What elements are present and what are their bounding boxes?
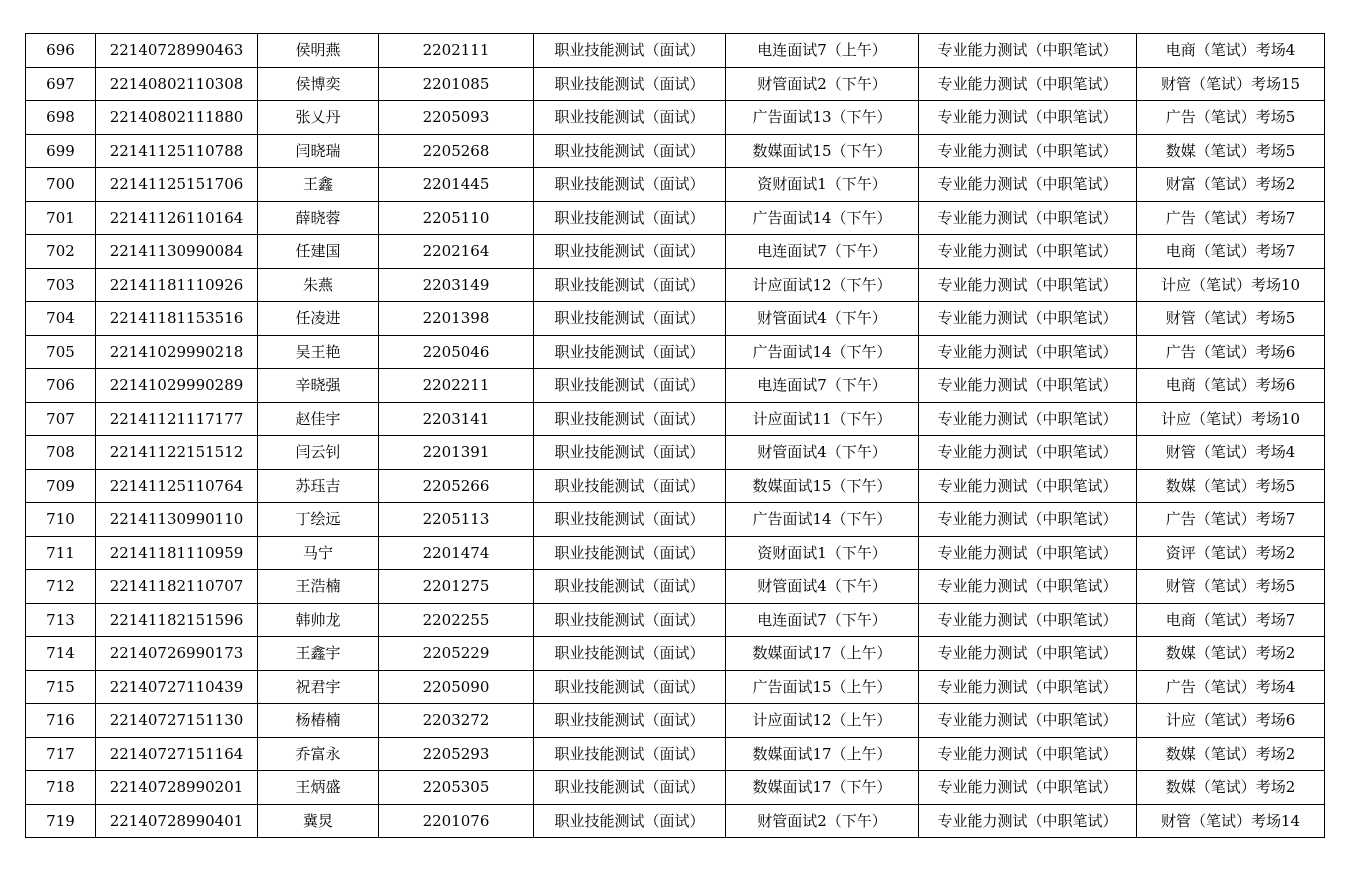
- table-row: [26, 503, 1325, 537]
- interview-room-cell: 财管面试4（下午）: [726, 570, 919, 604]
- candidate-name-cell: 王鑫: [258, 168, 379, 202]
- seat-number-cell: 2205093: [379, 101, 534, 135]
- written-subject-cell: 专业能力测试（中职笔试）: [919, 436, 1137, 470]
- candidate-id-cell: 22140802110308: [96, 67, 258, 101]
- candidate-id-cell: 22141181153516: [96, 302, 258, 336]
- interview-room-cell: 数媒面试17（上午）: [726, 637, 919, 671]
- written-subject-cell: 专业能力测试（中职笔试）: [919, 637, 1137, 671]
- interview-subject-cell: 职业技能测试（面试）: [534, 201, 726, 235]
- written-room-cell: 计应（笔试）考场6: [1137, 704, 1325, 738]
- interview-subject-cell: 职业技能测试（面试）: [534, 67, 726, 101]
- written-room-cell: 广告（笔试）考场4: [1137, 670, 1325, 704]
- seat-number-cell: 2202164: [379, 235, 534, 269]
- table-row: [26, 302, 1325, 336]
- seat-number-cell: 2205266: [379, 469, 534, 503]
- written-subject-cell: 专业能力测试（中职笔试）: [919, 268, 1137, 302]
- row-number-cell: 702: [26, 235, 96, 269]
- interview-subject-cell: 职业技能测试（面试）: [534, 369, 726, 403]
- written-room-cell: 电商（笔试）考场7: [1137, 235, 1325, 269]
- written-subject-cell: 专业能力测试（中职笔试）: [919, 737, 1137, 771]
- interview-room-cell: 计应面试12（下午）: [726, 268, 919, 302]
- candidate-name-cell: 赵佳宇: [258, 402, 379, 436]
- seat-number-cell: 2201076: [379, 804, 534, 838]
- table-row: [26, 570, 1325, 604]
- seat-number-cell: 2203141: [379, 402, 534, 436]
- written-room-cell: 电商（笔试）考场6: [1137, 369, 1325, 403]
- written-room-cell: 财管（笔试）考场15: [1137, 67, 1325, 101]
- interview-room-cell: 电连面试7（下午）: [726, 235, 919, 269]
- row-number-cell: 711: [26, 536, 96, 570]
- written-room-cell: 电商（笔试）考场7: [1137, 603, 1325, 637]
- interview-room-cell: 广告面试14（下午）: [726, 503, 919, 537]
- table-row: [26, 369, 1325, 403]
- exam-roster-table: [25, 33, 1325, 838]
- candidate-name-cell: 苏珏吉: [258, 469, 379, 503]
- written-subject-cell: 专业能力测试（中职笔试）: [919, 134, 1137, 168]
- candidate-name-cell: 冀炅: [258, 804, 379, 838]
- candidate-id-cell: 22140728990201: [96, 771, 258, 805]
- seat-number-cell: 2201391: [379, 436, 534, 470]
- candidate-name-cell: 王鑫宇: [258, 637, 379, 671]
- candidate-name-cell: 闫云钊: [258, 436, 379, 470]
- written-room-cell: 数媒（笔试）考场2: [1137, 637, 1325, 671]
- seat-number-cell: 2205110: [379, 201, 534, 235]
- candidate-name-cell: 祝君宇: [258, 670, 379, 704]
- table-row: [26, 670, 1325, 704]
- written-room-cell: 广告（笔试）考场5: [1137, 101, 1325, 135]
- written-subject-cell: 专业能力测试（中职笔试）: [919, 402, 1137, 436]
- interview-room-cell: 计应面试12（上午）: [726, 704, 919, 738]
- interview-room-cell: 电连面试7（下午）: [726, 603, 919, 637]
- interview-subject-cell: 职业技能测试（面试）: [534, 603, 726, 637]
- candidate-name-cell: 张乂丹: [258, 101, 379, 135]
- seat-number-cell: 2205229: [379, 637, 534, 671]
- interview-room-cell: 财管面试4（下午）: [726, 436, 919, 470]
- seat-number-cell: 2205268: [379, 134, 534, 168]
- interview-subject-cell: 职业技能测试（面试）: [534, 503, 726, 537]
- row-number-cell: 696: [26, 34, 96, 68]
- interview-room-cell: 财管面试2（下午）: [726, 804, 919, 838]
- interview-room-cell: 数媒面试17（下午）: [726, 771, 919, 805]
- candidate-id-cell: 22140727151164: [96, 737, 258, 771]
- seat-number-cell: 2203149: [379, 268, 534, 302]
- candidate-id-cell: 22140728990463: [96, 34, 258, 68]
- seat-number-cell: 2205113: [379, 503, 534, 537]
- written-room-cell: 数媒（笔试）考场5: [1137, 134, 1325, 168]
- interview-room-cell: 广告面试14（下午）: [726, 201, 919, 235]
- candidate-id-cell: 22141029990289: [96, 369, 258, 403]
- interview-room-cell: 数媒面试15（下午）: [726, 134, 919, 168]
- table-row: [26, 134, 1325, 168]
- written-room-cell: 电商（笔试）考场4: [1137, 34, 1325, 68]
- seat-number-cell: 2203272: [379, 704, 534, 738]
- written-room-cell: 广告（笔试）考场7: [1137, 201, 1325, 235]
- candidate-name-cell: 杨椿楠: [258, 704, 379, 738]
- interview-subject-cell: 职业技能测试（面试）: [534, 168, 726, 202]
- written-subject-cell: 专业能力测试（中职笔试）: [919, 704, 1137, 738]
- written-room-cell: 财管（笔试）考场14: [1137, 804, 1325, 838]
- row-number-cell: 712: [26, 570, 96, 604]
- table-row: [26, 268, 1325, 302]
- written-subject-cell: 专业能力测试（中职笔试）: [919, 168, 1137, 202]
- candidate-id-cell: 22140802111880: [96, 101, 258, 135]
- row-number-cell: 715: [26, 670, 96, 704]
- seat-number-cell: 2205293: [379, 737, 534, 771]
- table-row: [26, 469, 1325, 503]
- written-room-cell: 资评（笔试）考场2: [1137, 536, 1325, 570]
- table-row: [26, 67, 1325, 101]
- written-room-cell: 数媒（笔试）考场2: [1137, 737, 1325, 771]
- interview-subject-cell: 职业技能测试（面试）: [534, 335, 726, 369]
- row-number-cell: 697: [26, 67, 96, 101]
- written-subject-cell: 专业能力测试（中职笔试）: [919, 67, 1137, 101]
- row-number-cell: 718: [26, 771, 96, 805]
- table-row: [26, 603, 1325, 637]
- written-subject-cell: 专业能力测试（中职笔试）: [919, 302, 1137, 336]
- written-subject-cell: 专业能力测试（中职笔试）: [919, 603, 1137, 637]
- row-number-cell: 713: [26, 603, 96, 637]
- candidate-id-cell: 22141125151706: [96, 168, 258, 202]
- interview-subject-cell: 职业技能测试（面试）: [534, 771, 726, 805]
- interview-room-cell: 财管面试4（下午）: [726, 302, 919, 336]
- seat-number-cell: 2202255: [379, 603, 534, 637]
- interview-room-cell: 电连面试7（下午）: [726, 369, 919, 403]
- interview-room-cell: 计应面试11（下午）: [726, 402, 919, 436]
- interview-subject-cell: 职业技能测试（面试）: [534, 804, 726, 838]
- candidate-name-cell: 侯明燕: [258, 34, 379, 68]
- interview-subject-cell: 职业技能测试（面试）: [534, 402, 726, 436]
- written-room-cell: 计应（笔试）考场10: [1137, 402, 1325, 436]
- interview-subject-cell: 职业技能测试（面试）: [534, 570, 726, 604]
- seat-number-cell: 2202111: [379, 34, 534, 68]
- interview-room-cell: 广告面试14（下午）: [726, 335, 919, 369]
- table-row: [26, 436, 1325, 470]
- row-number-cell: 703: [26, 268, 96, 302]
- candidate-id-cell: 22141121117177: [96, 402, 258, 436]
- candidate-id-cell: 22141126110164: [96, 201, 258, 235]
- candidate-id-cell: 22140727110439: [96, 670, 258, 704]
- row-number-cell: 701: [26, 201, 96, 235]
- row-number-cell: 714: [26, 637, 96, 671]
- seat-number-cell: 2202211: [379, 369, 534, 403]
- interview-subject-cell: 职业技能测试（面试）: [534, 436, 726, 470]
- interview-room-cell: 广告面试15（上午）: [726, 670, 919, 704]
- candidate-id-cell: 22141182110707: [96, 570, 258, 604]
- candidate-id-cell: 22141181110959: [96, 536, 258, 570]
- written-room-cell: 财管（笔试）考场5: [1137, 302, 1325, 336]
- candidate-name-cell: 王炳盛: [258, 771, 379, 805]
- candidate-name-cell: 吴王艳: [258, 335, 379, 369]
- interview-subject-cell: 职业技能测试（面试）: [534, 134, 726, 168]
- interview-room-cell: 资财面试1（下午）: [726, 168, 919, 202]
- written-subject-cell: 专业能力测试（中职笔试）: [919, 101, 1137, 135]
- candidate-name-cell: 马宁: [258, 536, 379, 570]
- interview-subject-cell: 职业技能测试（面试）: [534, 34, 726, 68]
- written-subject-cell: 专业能力测试（中职笔试）: [919, 804, 1137, 838]
- seat-number-cell: 2201445: [379, 168, 534, 202]
- seat-number-cell: 2205305: [379, 771, 534, 805]
- seat-number-cell: 2201398: [379, 302, 534, 336]
- written-subject-cell: 专业能力测试（中职笔试）: [919, 469, 1137, 503]
- candidate-id-cell: 22140726990173: [96, 637, 258, 671]
- table-row: [26, 737, 1325, 771]
- interview-subject-cell: 职业技能测试（面试）: [534, 670, 726, 704]
- seat-number-cell: 2201474: [379, 536, 534, 570]
- interview-subject-cell: 职业技能测试（面试）: [534, 302, 726, 336]
- candidate-id-cell: 22141125110788: [96, 134, 258, 168]
- roster-table-body: [26, 34, 1325, 838]
- table-row: [26, 771, 1325, 805]
- interview-room-cell: 广告面试13（下午）: [726, 101, 919, 135]
- candidate-id-cell: 22141125110764: [96, 469, 258, 503]
- row-number-cell: 705: [26, 335, 96, 369]
- interview-subject-cell: 职业技能测试（面试）: [534, 101, 726, 135]
- table-row: [26, 704, 1325, 738]
- row-number-cell: 699: [26, 134, 96, 168]
- seat-number-cell: 2205090: [379, 670, 534, 704]
- table-row: [26, 804, 1325, 838]
- exam-roster-sheet: [25, 33, 1325, 838]
- candidate-id-cell: 22141130990110: [96, 503, 258, 537]
- written-subject-cell: 专业能力测试（中职笔试）: [919, 235, 1137, 269]
- candidate-id-cell: 22141029990218: [96, 335, 258, 369]
- written-subject-cell: 专业能力测试（中职笔试）: [919, 201, 1137, 235]
- written-room-cell: 财管（笔试）考场5: [1137, 570, 1325, 604]
- row-number-cell: 698: [26, 101, 96, 135]
- written-subject-cell: 专业能力测试（中职笔试）: [919, 369, 1137, 403]
- interview-room-cell: 电连面试7（上午）: [726, 34, 919, 68]
- row-number-cell: 706: [26, 369, 96, 403]
- row-number-cell: 704: [26, 302, 96, 336]
- candidate-id-cell: 22141130990084: [96, 235, 258, 269]
- written-room-cell: 计应（笔试）考场10: [1137, 268, 1325, 302]
- candidate-id-cell: 22141181110926: [96, 268, 258, 302]
- row-number-cell: 708: [26, 436, 96, 470]
- candidate-id-cell: 22141182151596: [96, 603, 258, 637]
- candidate-id-cell: 22141122151512: [96, 436, 258, 470]
- seat-number-cell: 2201275: [379, 570, 534, 604]
- interview-subject-cell: 职业技能测试（面试）: [534, 637, 726, 671]
- candidate-id-cell: 22140727151130: [96, 704, 258, 738]
- interview-subject-cell: 职业技能测试（面试）: [534, 235, 726, 269]
- written-subject-cell: 专业能力测试（中职笔试）: [919, 570, 1137, 604]
- candidate-name-cell: 辛晓强: [258, 369, 379, 403]
- interview-subject-cell: 职业技能测试（面试）: [534, 737, 726, 771]
- written-room-cell: 数媒（笔试）考场2: [1137, 771, 1325, 805]
- interview-room-cell: 资财面试1（下午）: [726, 536, 919, 570]
- written-room-cell: 财富（笔试）考场2: [1137, 168, 1325, 202]
- candidate-name-cell: 王浩楠: [258, 570, 379, 604]
- candidate-name-cell: 闫晓瑞: [258, 134, 379, 168]
- interview-subject-cell: 职业技能测试（面试）: [534, 536, 726, 570]
- candidate-name-cell: 韩帅龙: [258, 603, 379, 637]
- table-row: [26, 536, 1325, 570]
- row-number-cell: 707: [26, 402, 96, 436]
- table-row: [26, 335, 1325, 369]
- table-row: [26, 101, 1325, 135]
- row-number-cell: 717: [26, 737, 96, 771]
- row-number-cell: 716: [26, 704, 96, 738]
- candidate-name-cell: 朱燕: [258, 268, 379, 302]
- candidate-name-cell: 丁绘远: [258, 503, 379, 537]
- seat-number-cell: 2201085: [379, 67, 534, 101]
- interview-subject-cell: 职业技能测试（面试）: [534, 268, 726, 302]
- table-row: [26, 637, 1325, 671]
- written-room-cell: 数媒（笔试）考场5: [1137, 469, 1325, 503]
- interview-subject-cell: 职业技能测试（面试）: [534, 704, 726, 738]
- candidate-name-cell: 薛晓蓉: [258, 201, 379, 235]
- written-room-cell: 广告（笔试）考场7: [1137, 503, 1325, 537]
- candidate-name-cell: 任凌进: [258, 302, 379, 336]
- interview-room-cell: 财管面试2（下午）: [726, 67, 919, 101]
- candidate-name-cell: 任建国: [258, 235, 379, 269]
- candidate-name-cell: 乔富永: [258, 737, 379, 771]
- interview-room-cell: 数媒面试15（下午）: [726, 469, 919, 503]
- table-row: [26, 201, 1325, 235]
- written-room-cell: 广告（笔试）考场6: [1137, 335, 1325, 369]
- interview-subject-cell: 职业技能测试（面试）: [534, 469, 726, 503]
- interview-room-cell: 数媒面试17（上午）: [726, 737, 919, 771]
- written-subject-cell: 专业能力测试（中职笔试）: [919, 503, 1137, 537]
- row-number-cell: 710: [26, 503, 96, 537]
- written-subject-cell: 专业能力测试（中职笔试）: [919, 771, 1137, 805]
- table-row: [26, 402, 1325, 436]
- row-number-cell: 700: [26, 168, 96, 202]
- candidate-id-cell: 22140728990401: [96, 804, 258, 838]
- table-row: [26, 168, 1325, 202]
- row-number-cell: 719: [26, 804, 96, 838]
- written-subject-cell: 专业能力测试（中职笔试）: [919, 335, 1137, 369]
- row-number-cell: 709: [26, 469, 96, 503]
- written-subject-cell: 专业能力测试（中职笔试）: [919, 34, 1137, 68]
- written-room-cell: 财管（笔试）考场4: [1137, 436, 1325, 470]
- written-subject-cell: 专业能力测试（中职笔试）: [919, 536, 1137, 570]
- candidate-name-cell: 侯博奕: [258, 67, 379, 101]
- seat-number-cell: 2205046: [379, 335, 534, 369]
- table-row: [26, 235, 1325, 269]
- table-row: [26, 34, 1325, 68]
- written-subject-cell: 专业能力测试（中职笔试）: [919, 670, 1137, 704]
